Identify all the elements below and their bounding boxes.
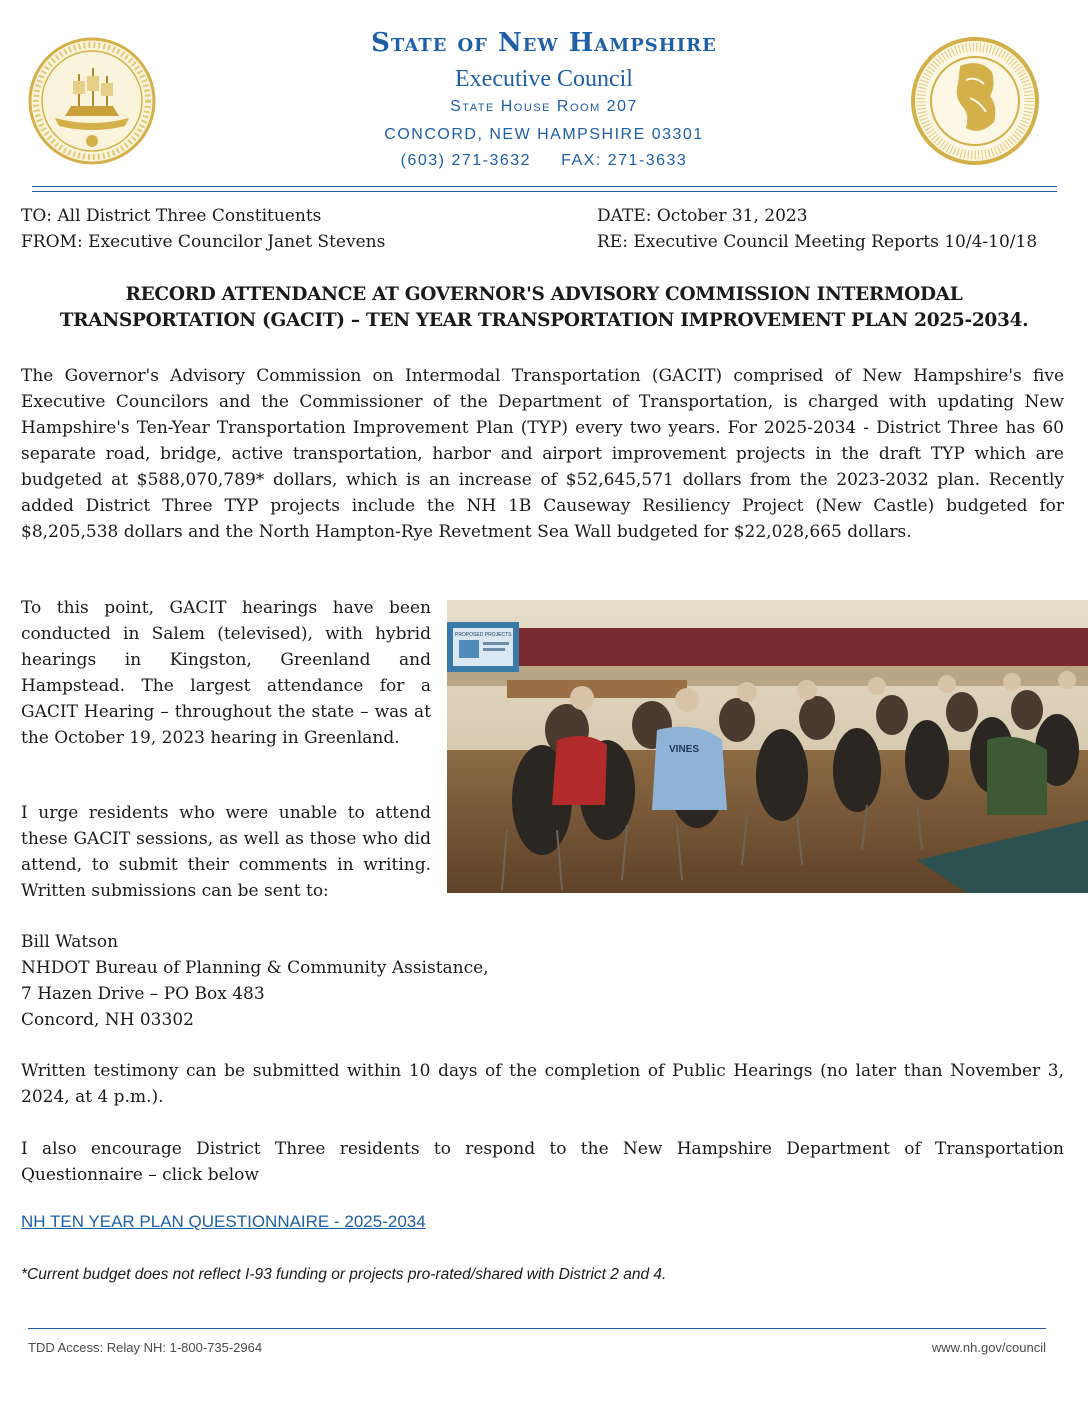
headline-line-1: RECORD ATTENDANCE AT GOVERNOR'S ADVISORY COMMISSION INTERMODAL [125, 284, 963, 305]
footer-rule [28, 1328, 1046, 1329]
address-org: NHDOT Bureau of Planning & Community Assistance, [21, 958, 489, 978]
memo-date: DATE: October 31, 2023 [597, 206, 808, 226]
letterhead-subtitle: Executive Council [455, 66, 633, 92]
letterhead-phone-fax [0, 152, 1088, 170]
hearing-attendance-photo [447, 600, 1088, 893]
address-city: Concord, NH 03302 [21, 1010, 194, 1030]
shirt-lettering: VINES [669, 744, 700, 755]
mailing-address [21, 929, 489, 1033]
hearings-paragraph: To this point, GACIT hearings have been conducted in Salem (televised), with hybrid hearings in Kingston, Greenland and Hampstead. The largest attendance for a GACIT Hearing – throughout the state – was at the October 19, 2023 hearing in Greenland. [21, 598, 431, 748]
footer-tdd: TDD Access: Relay NH: 1-800-735-2964 [28, 1340, 263, 1355]
letterhead-phone: (603) 271-3632 [400, 152, 532, 169]
memo-to: TO: All District Three Constituents [21, 206, 322, 226]
header-rule-top [32, 186, 1057, 187]
questionnaire-link[interactable]: NH TEN YEAR PLAN QUESTIONNAIRE - 2025-2034 [21, 1212, 426, 1231]
testimony-paragraph: Written testimony can be submitted within 10 days of the completion of Public Hearings (no later than November 3, 2024, at 4 p.m.). [21, 1061, 1064, 1107]
letterhead-room: State House Room 207 [450, 98, 638, 115]
urge-paragraph: I urge residents who were unable to attend these GACIT sessions, as well as those who did attend, to submit their comments in writing. Written submissions can be sent to: [21, 803, 431, 901]
screen-caption: PROPOSED PROJECTS [455, 632, 512, 638]
headline [20, 282, 1068, 334]
intro-paragraph: The Governor's Advisory Commission on Intermodal Transportation (GACIT) comprised of New Hampshire's five Executive Councilors and the Commissioner of the Department of Transportation, is charged with updating New Hampshire's Ten-Year Transportation Improvement Plan (TYP) every two years. For 2025-2034 - District Three has 60 separate road, bridge, active transportation, harbor and airport improvement projects in the draft TYP which are budgeted at $588,070,789* dollars, which is an increase of $52,645,571 dollars from the 2023-2032 plan. Recently added District Three TYP projects include the NH 1B Causeway Resiliency Project (New Castle) budgeted for $8,205,538 dollars and the North Hampton-Rye Revetment Sea Wall budgeted for $22,028,665 dollars. [21, 366, 1064, 542]
address-name: Bill Watson [21, 932, 119, 952]
letterhead-title: State of New Hampshire [371, 28, 717, 58]
headline-line-2: TRANSPORTATION (GACIT) – TEN YEAR TRANSPORTATION IMPROVEMENT PLAN 2025-2034. [59, 310, 1029, 331]
letterhead-fax: FAX: 271-3633 [561, 152, 688, 169]
memo-re: RE: Executive Council Meeting Reports 10/4-10/18 [597, 232, 1038, 252]
address-street: 7 Hazen Drive – PO Box 483 [21, 984, 265, 1004]
encourage-paragraph: I also encourage District Three residents to respond to the New Hampshire Department of Transportation Questionnaire – click below [21, 1139, 1064, 1185]
budget-footnote: *Current budget does not reflect I-93 funding or projects pro-rated/shared with District 2 and 4. [21, 1266, 667, 1283]
header-rule-bottom [32, 191, 1057, 192]
footer-website: www.nh.gov/council [931, 1340, 1046, 1355]
memo-from: FROM: Executive Councilor Janet Stevens [21, 232, 386, 252]
letterhead-city: CONCORD, NEW HAMPSHIRE 03301 [384, 126, 704, 143]
